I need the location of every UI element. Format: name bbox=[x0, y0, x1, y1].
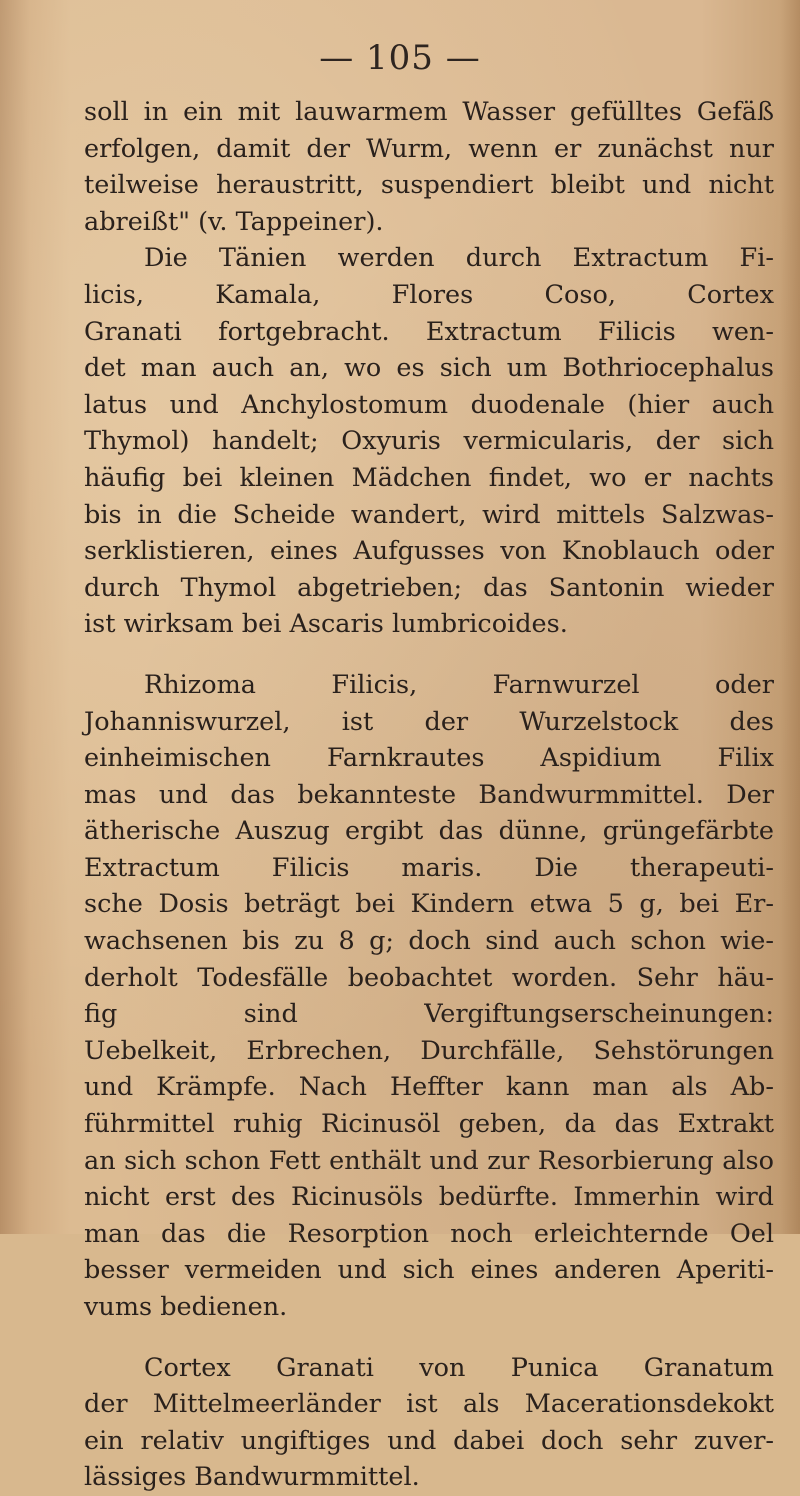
text-body bbox=[84, 94, 774, 1496]
text-line: latus und Anchylostomum duodenale (hier auch bbox=[84, 389, 774, 420]
text-line: durch Thymol abgetrieben; das Santonin wieder bbox=[84, 572, 774, 603]
text-line: Uebelkeit, Erbrechen, Durchfälle, Sehstörungen bbox=[84, 1035, 774, 1066]
text-line: und Krämpfe. Nach Heffter kann man als Ab- bbox=[84, 1072, 774, 1103]
text-line: serklistieren, eines Aufgusses von Knoblauch oder bbox=[84, 536, 774, 567]
text-line: vums bedienen. bbox=[84, 1292, 288, 1322]
page-number: — 105 — bbox=[319, 38, 481, 78]
text-line: erfolgen, damit der Wurm, wenn er zunächst nur bbox=[84, 133, 774, 164]
text-line: licis, Kamala, Flores Coso, Cortex bbox=[84, 279, 774, 310]
text-line: Die Tänien werden durch Extractum Fi- bbox=[144, 243, 774, 274]
text-line: sche Dosis beträgt bei Kindern etwa 5 g, bei Er- bbox=[84, 889, 774, 920]
text-line: nicht erst des Ricinusöls bedürfte. Immerhin wird bbox=[84, 1182, 774, 1213]
text-line: Cortex Granati von Punica Granatum bbox=[144, 1352, 774, 1383]
text-line: Extractum Filicis maris. Die therapeuti- bbox=[84, 852, 774, 883]
paragraph-4 bbox=[84, 1350, 774, 1496]
text-line: abreißt" (v. Tappeiner). bbox=[84, 206, 384, 237]
text-line: man das die Resorption noch erleichternde Oel bbox=[84, 1218, 774, 1249]
text-line: bis in die Scheide wandert, wird mittels Salzwas- bbox=[84, 499, 774, 530]
text-line: führmittel ruhig Ricinusöl geben, da das Extrakt bbox=[84, 1109, 774, 1140]
text-line: soll in ein mit lauwarmem Wasser gefülltes Gefäß bbox=[84, 97, 774, 127]
text-line: Thymol) handelt; Oxyuris vermicularis, der sich bbox=[84, 426, 774, 457]
text-line: teilweise heraustritt, suspendiert bleibt und nicht bbox=[84, 170, 774, 201]
text-line: einheimischen Farnkrautes Aspidium Filix bbox=[84, 743, 774, 774]
text-line: Granati fortgebracht. Extractum Filicis wen- bbox=[84, 316, 774, 347]
text-line: det man auch an, wo es sich um Bothriocephalus bbox=[84, 353, 774, 384]
paragraph-2 bbox=[84, 240, 774, 643]
text-line: besser vermeiden und sich eines anderen Aperiti- bbox=[84, 1255, 774, 1286]
paragraph-gap bbox=[84, 1326, 774, 1350]
text-line: fig sind Vergiftungserscheinungen: bbox=[84, 999, 774, 1030]
text-line: Rhizoma Filicis, Farnwurzel oder bbox=[144, 669, 774, 700]
text-line: lässiges Bandwurmmittel. bbox=[84, 1462, 420, 1493]
text-line: wachsenen bis zu 8 g; doch sind auch schon wie- bbox=[84, 926, 774, 957]
text-line: der Mittelmeerländer ist als Macerationsdekokt bbox=[84, 1389, 774, 1420]
text-line: an sich schon Fett enthält und zur Resorbierung also bbox=[84, 1145, 774, 1176]
text-line: ein relativ ungiftiges und dabei doch sehr zuver- bbox=[84, 1425, 774, 1456]
paragraph-gap bbox=[84, 643, 774, 667]
text-line: ist wirksam bei Ascaris lumbricoides. bbox=[84, 609, 568, 640]
text-line: derholt Todesfälle beobachtet worden. Sehr häu- bbox=[84, 962, 774, 993]
paragraph-3 bbox=[84, 667, 774, 1326]
text-line: Johanniswurzel, ist der Wurzelstock des bbox=[84, 706, 774, 737]
text-line: ätherische Auszug ergibt das dünne, grüngefärbte bbox=[84, 816, 774, 847]
paragraph-1 bbox=[84, 94, 774, 240]
text-line: häufig bei kleinen Mädchen findet, wo er nachts bbox=[84, 462, 774, 493]
text-line: mas und das bekannteste Bandwurmmittel. Der bbox=[84, 779, 774, 810]
